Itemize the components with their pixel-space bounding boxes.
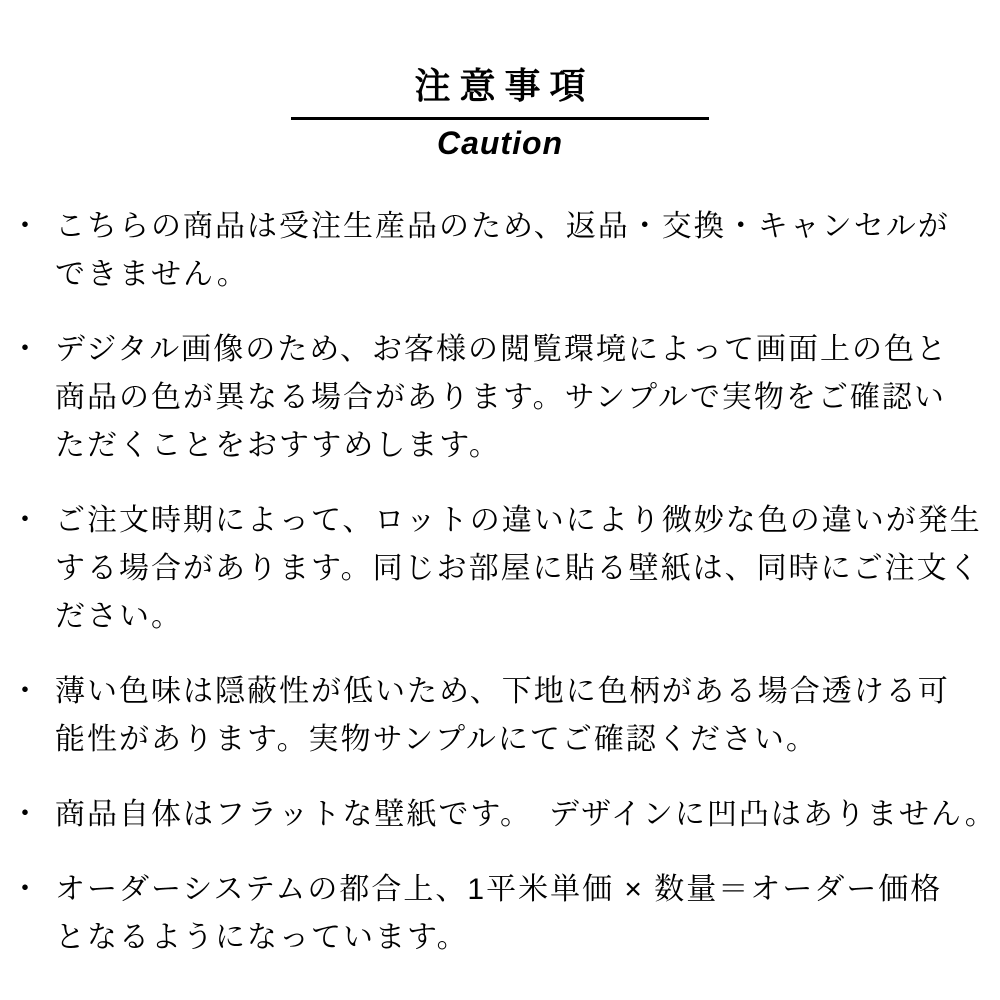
notice-item xyxy=(10,497,1000,641)
bullet-icon: ・ xyxy=(10,872,42,906)
notice-text xyxy=(55,497,1000,641)
notice-item xyxy=(10,668,1000,764)
notice-text xyxy=(55,791,1000,839)
notice-list xyxy=(0,203,1000,962)
bullet-icon: ・ xyxy=(10,674,42,708)
notice-item xyxy=(10,203,1000,299)
notice-text xyxy=(55,668,1000,764)
header xyxy=(0,0,1000,161)
notice-line: デジタル画像のため、お客様の閲覧環境によって画面上の色と xyxy=(55,332,948,366)
bullet-icon: ・ xyxy=(10,797,42,831)
bullet-icon: ・ xyxy=(10,503,42,537)
notice-item xyxy=(10,326,1000,470)
page-subtitle: Caution xyxy=(436,124,564,161)
notice-line: できません。 xyxy=(55,257,249,291)
notice-line: 商品自体はフラットな壁紙です。 デザインに凹凸はありません。 xyxy=(55,797,997,831)
page-title: 注意事項 xyxy=(414,65,595,106)
notice-line: 商品の色が異なる場合があります。サンプルで実物をご確認い xyxy=(55,380,946,414)
notice-line: 薄い色味は隠蔽性が低いため、下地に色柄がある場合透ける可 xyxy=(55,674,950,708)
notice-text xyxy=(55,203,1000,299)
notice-line: ださい。 xyxy=(55,599,183,633)
bullet-icon: ・ xyxy=(10,332,42,366)
notice-line: ただくことをおすすめします。 xyxy=(55,428,501,462)
notice-line: となるようになっています。 xyxy=(55,920,469,954)
notice-text xyxy=(55,866,1000,962)
notice-line: する場合があります。同じお部屋に貼る壁紙は、同時にご注文く xyxy=(55,551,981,585)
notice-line: ご注文時期によって、ロットの違いにより微妙な色の違いが発生 xyxy=(55,503,982,537)
notice-line: こちらの商品は受注生産品のため、返品・交換・キャンセルが xyxy=(55,209,950,243)
notice-text xyxy=(55,326,1000,470)
title-underline xyxy=(291,117,709,120)
notice-line: オーダーシステムの都合上、1平米単価 × 数量＝オーダー価格 xyxy=(55,872,943,906)
notice-line: 能性があります。実物サンプルにてご確認ください。 xyxy=(55,722,818,756)
bullet-icon: ・ xyxy=(10,209,42,243)
notice-item xyxy=(10,791,1000,839)
notice-item xyxy=(10,866,1000,962)
